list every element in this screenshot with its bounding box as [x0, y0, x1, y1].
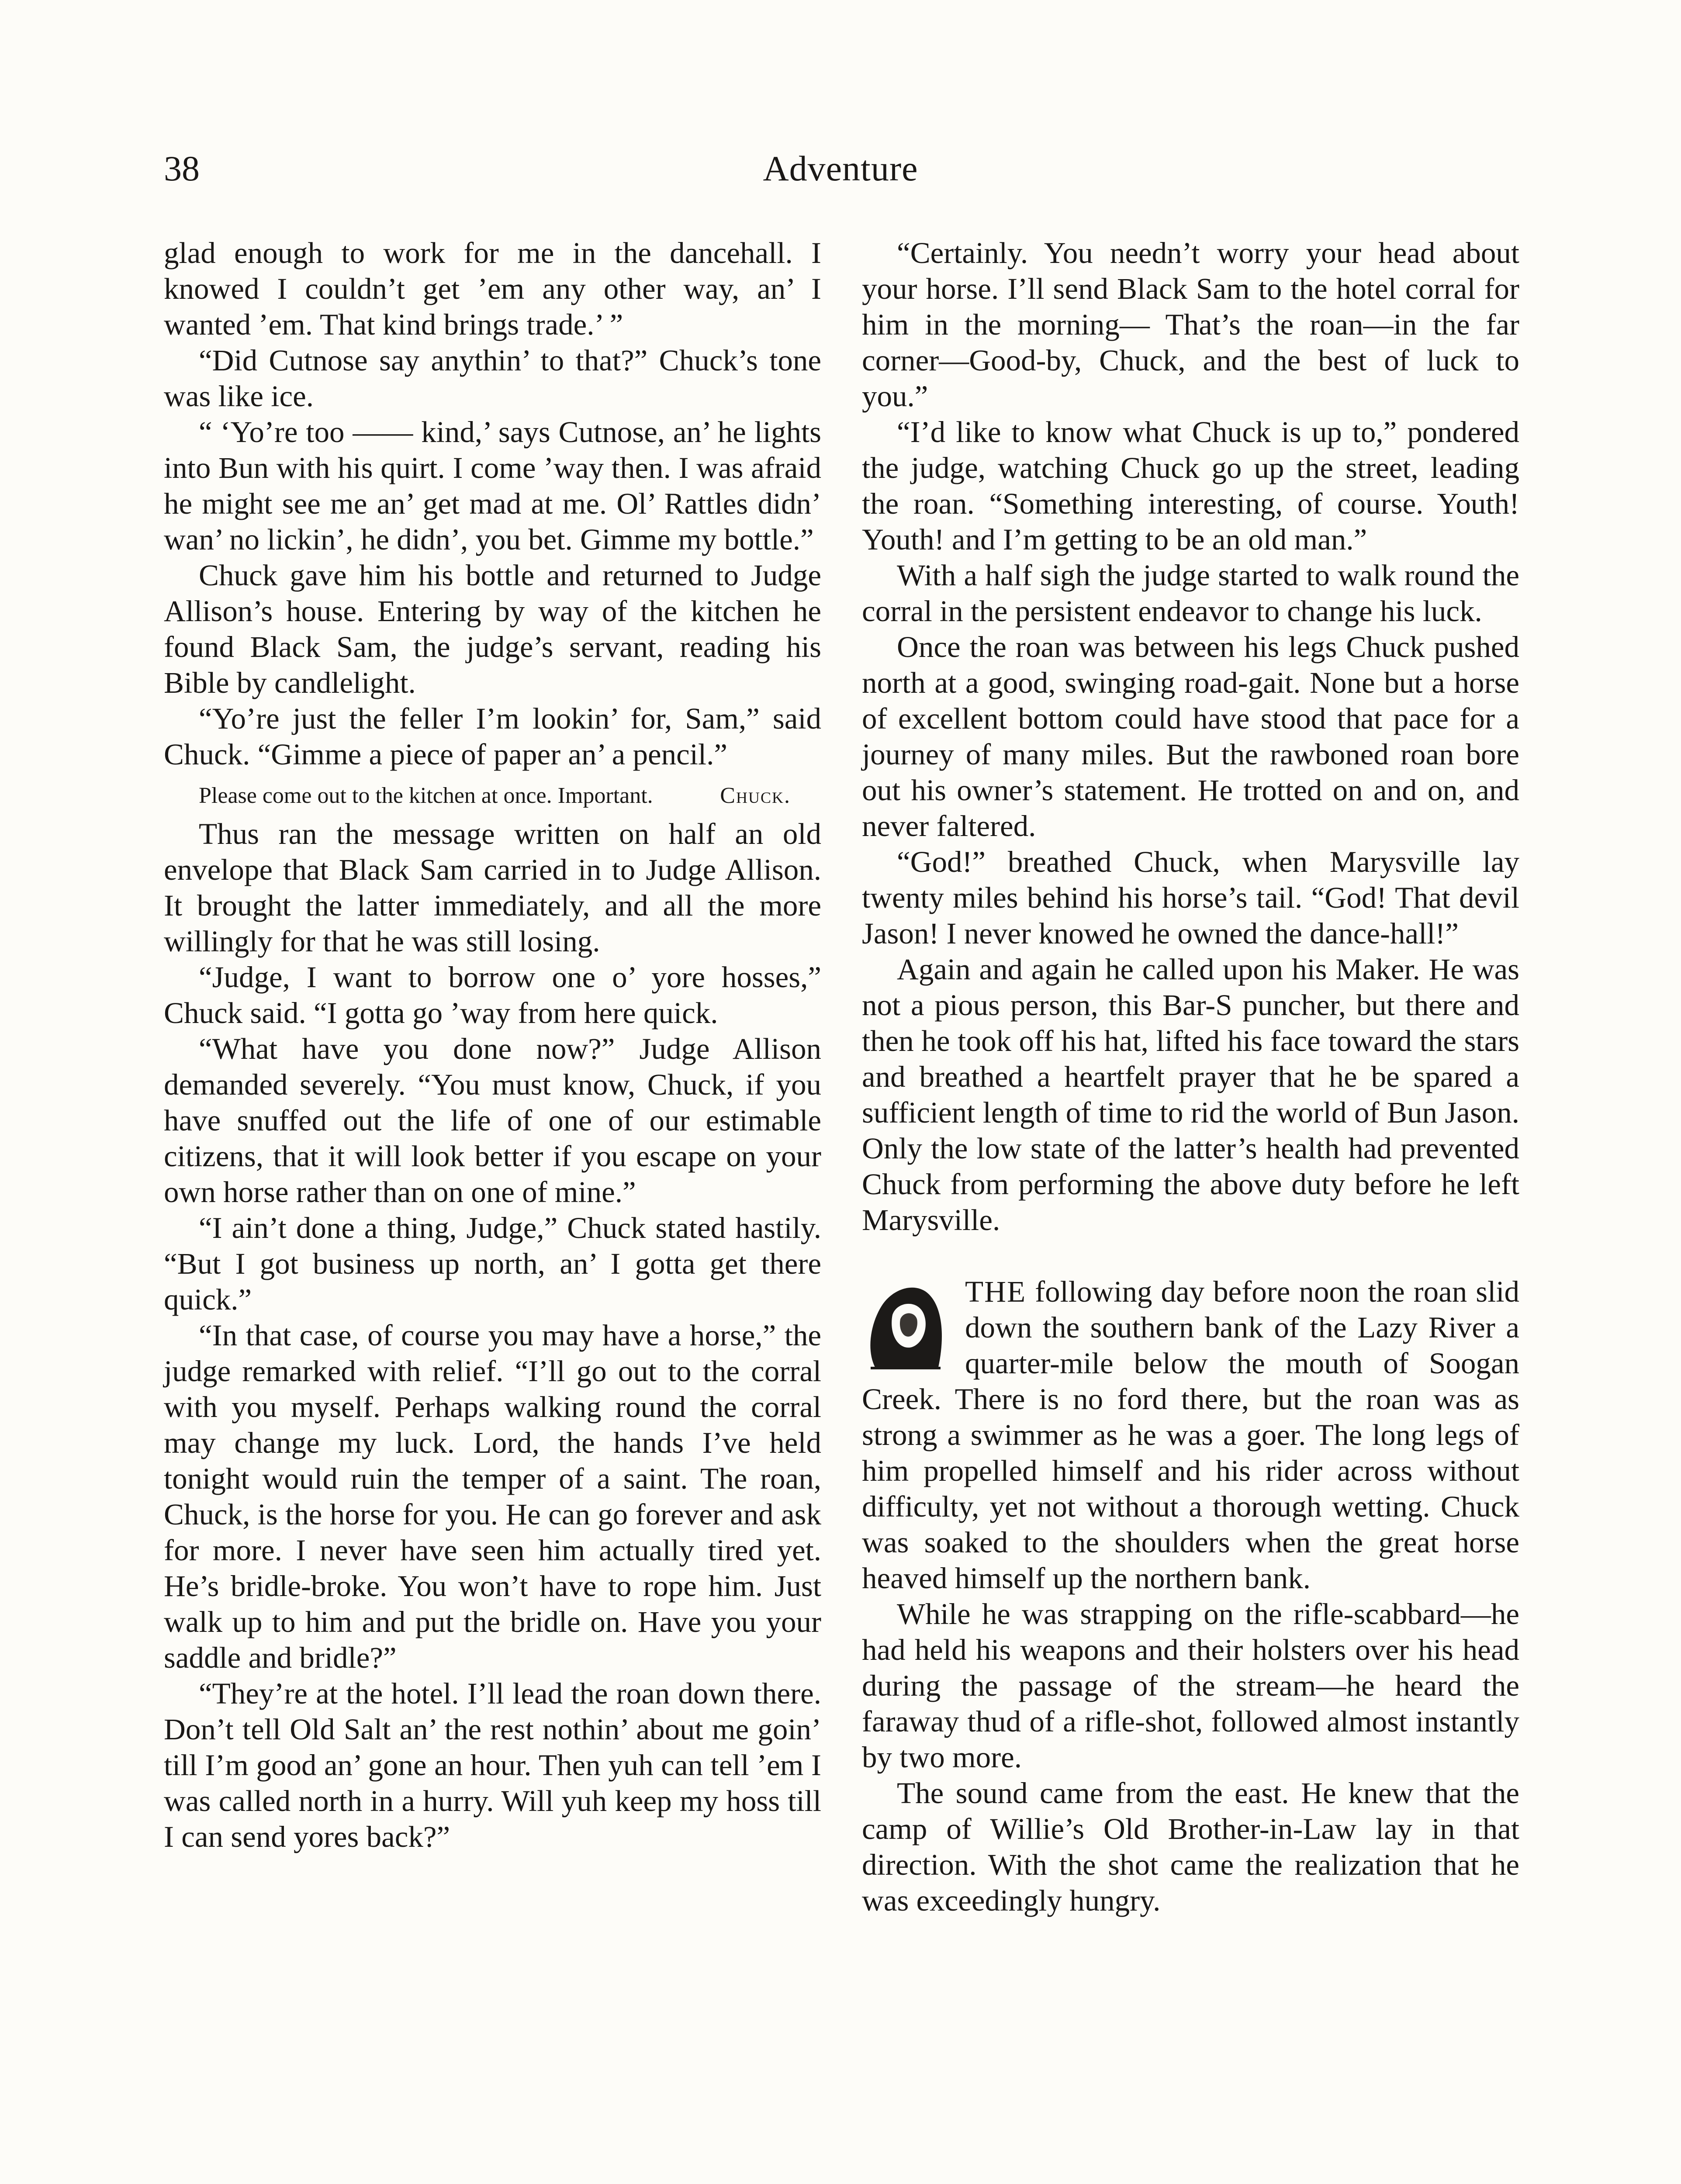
- paragraph: With a half sigh the judge started to walk round the corral in the persistent endeavor to change his luck.: [862, 559, 1519, 628]
- message-text: Please come out to the kitchen at once. Important.: [199, 783, 653, 808]
- paragraph: “ ‘Yo’re too —— kind,’ says Cutnose, an’ he lights into Bun with his quirt. I come ’way then. I was afraid he might see me an’ get mad at me. Ol’ Rattles didn’ wan’ no lickin’, he didn’, you bet. Gimme my bottle.”: [164, 415, 821, 556]
- paragraph: “God!” breathed Chuck, when Marysville lay twenty miles behind his horse’s tail. “God! That devil Jason! I never knowed he owned the dance-hall!”: [862, 845, 1519, 950]
- paragraph: “Yo’re just the feller I’m lookin’ for, Sam,” said Chuck. “Gimme a piece of paper an’ a pencil.”: [164, 702, 821, 771]
- section-break: [862, 1238, 1519, 1274]
- section-lead-word: THE: [965, 1275, 1027, 1308]
- page-header: [164, 151, 1517, 207]
- paragraph: glad enough to work for me in the dancehall. I knowed I couldn’t get ’em any other way, an’ I wanted ’em. That kind brings trade.’ ”: [164, 236, 821, 341]
- paragraph: “Certainly. You needn’t worry your head about your horse. I’ll send Black Sam to the hotel corral for him in the morning— That’s the roan—in the far corner—Good-by, Chuck, and the best of luck to you.”: [862, 236, 1519, 413]
- paragraph: “Judge, I want to borrow one o’ yore hosses,” Chuck said. “I gotta go ’way from here quick.: [164, 961, 821, 1030]
- paragraph: Thus ran the message written on half an old envelope that Black Sam carried in to Judge Allison. It brought the latter immediately, and all the more willingly for that he was still losing.: [164, 817, 821, 958]
- paragraph: “They’re at the hotel. I’ll lead the roan down there. Don’t tell Old Salt an’ the rest nothin’ about me goin’ till I’m good an’ gone an hour. Then yuh can tell ’em I was called north in a hurry. Will yuh keep my hoss till I can send yores back?”: [164, 1677, 821, 1853]
- running-head-title: Adventure: [763, 149, 918, 188]
- paragraph: Once the roan was between his legs Chuck pushed north at a good, swinging road-gait. None but a horse of excellent bottom could have stood that pace for a journey of many miles. But the rawboned roan bore out his owner’s statement. He trotted on and on, and never faltered.: [862, 630, 1519, 843]
- page-number: 38: [164, 149, 200, 188]
- handwritten-message: [164, 782, 821, 810]
- paragraph: Chuck gave him his bottle and returned to Judge Allison’s house. Entering by way of the kitchen he found Black Sam, the judge’s servant, reading his Bible by candlelight.: [164, 559, 821, 699]
- paragraph: “I ain’t done a thing, Judge,” Chuck stated hastily. “But I got business up north, an’ I gotta get there quick.”: [164, 1211, 821, 1316]
- paragraph: While he was strapping on the rifle-scabbard—he had held his weapons and their holsters over his head during the passage of the stream—he heard the faraway thud of a rifle-shot, followed almost instantly by two more.: [862, 1597, 1519, 1774]
- paragraph: “What have you done now?” Judge Allison demanded severely. “You must know, Chuck, if you have snuffed out the life of one of our estimable citizens, that it will look better if you escape on your own horse rather than on one of mine.”: [164, 1032, 821, 1209]
- paragraph: “I’d like to know what Chuck is up to,” pondered the judge, watching Chuck go up the street, leading the roan. “Something interesting, of course. Youth! Youth! and I’m getting to be an old man.”: [862, 415, 1519, 556]
- paragraph-text: following day before noon the roan slid down the southern bank of the Lazy River a quarter-mile below the mouth of Soogan Creek. There is no ford there, but the roan was as strong a swimmer as he was a goer. The long legs of him propelled himself and his rider across without difficulty, yet not without a thorough wetting. Chuck was soaked to the shoulders when the great horse heaved himself up the northern bank.: [862, 1275, 1519, 1595]
- paragraph: Again and again he called upon his Maker. He was not a pious person, this Bar-S puncher, but there and then he took off his hat, lifted his face toward the stars and breathed a heartfelt prayer that he be spared a sufficient length of time to rid the world of Bun Jason. Only the low state of the latter’s health had prevented Chuck from performing the above duty before he left Marysville.: [862, 953, 1519, 1237]
- paragraph: “Did Cutnose say anythin’ to that?” Chuck’s tone was like ice.: [164, 344, 821, 413]
- right-column: [862, 235, 1519, 1918]
- paragraph: The sound came from the east. He knew that the camp of Willie’s Old Brother-in-Law lay in that direction. With the shot came the realization that he was exceedingly hungry.: [862, 1776, 1519, 1917]
- message-signature: Chuck.: [720, 783, 791, 808]
- left-column: [164, 235, 821, 1855]
- paragraph-section-start: [862, 1274, 1519, 1596]
- decorative-initial-illustration-icon: [862, 1275, 948, 1372]
- paragraph: “In that case, of course you may have a horse,” the judge remarked with relief. “I’ll go out to the corral with you myself. Perhaps walking round the corral may change my luck. Lord, the hands I’ve held tonight would ruin the temper of a saint. The roan, Chuck, is the horse for you. He can go forever and ask for more. I never have seen him actually tired yet. He’s bridle-broke. You won’t have to rope him. Just walk up to him and put the bridle on. Have you your saddle and bridle?”: [164, 1319, 821, 1674]
